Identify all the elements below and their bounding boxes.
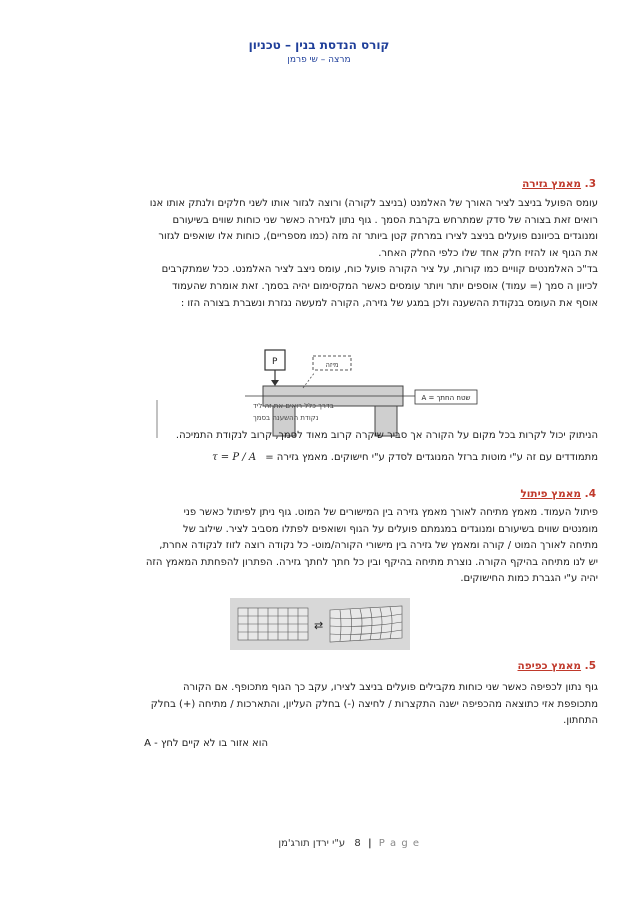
section-4-body [38,505,598,588]
figure-note-line-2: נקודת ההשענה בסמך [253,414,319,422]
section-4-line: יהיה ע"י הגברת כמות החישוקים. [460,573,598,585]
footer-separator: | [367,838,372,849]
section-3-line: בד"כ האלמנטים קוויים כמו קורות, על ציר הקורה פועל כוח, עומס ניצב לציר האלמנט. ככל שמתקרבים [161,264,598,276]
load-arrow-head [271,380,279,386]
section-3-after-figure [38,428,598,445]
page-number: 8 [354,838,361,849]
section-5-line: התחתון. [563,715,598,727]
shear-formula: τ = P / A [212,452,257,463]
section-5-line: מתכופפת אזי כתוצאה מהכפיפה ישנה התקצרות / לחיצה (-) בחלק העליון, והתארכות / מתיחה (+) בחלק [150,698,598,710]
section-5-body [38,680,598,730]
formula-row [212,452,598,463]
section-4-line: מומנטים שווים בשיעורם ומנוגדים במגמתם פועלים על הגוף ושואפים לפתלו מסביב לציר. שילוב של [183,523,598,535]
section-5-line: גוף נתון לכפיפה כאשר שני כוחות מקבילים פועלים בניצב לצירו, עקב כך הגוף מתכופף. אם הקורה [182,682,598,693]
right-block [330,606,402,642]
dashed-box-label: מיזה [325,361,339,369]
page-label: P a g e [378,838,420,849]
section-5-note: A - הוא אזור בו לא קיים לחץ [144,738,268,749]
section-3-body [38,196,598,312]
arrow-glyph: ⇄ [314,619,324,632]
section-3-heading: 3. מאמץ גזירה [522,178,596,190]
section-3-line: ומנוגדים בכיוונם פועלים בניצב לצירו במרחק קטן ביותר זה מזה (כמו מספריים), כוחות אלו שואפים לגזור [158,231,598,243]
section-4-line: פיתול העמוד. מאמץ מתיחה לאורך מאמץ גזירה בין המישורים של המוט. גוף ניתן לפיתול כאשר פני [183,507,598,518]
section-4-line: יש לנו מתיחה בהיקף הקורה. נוצרת מתיחה בהיקף ובין כל חתך לחתך גזירה. הפתרון להפחתת המאמץ הזה [145,556,598,568]
section-5-title: מאמץ כפיפה [517,660,582,672]
load-label-p: P [272,357,278,367]
formula-text: מתמודדים עם זה ע"י מוטות ברזל המנוגדים לסדק ע"י חישוקים. מאמץ גזירה = [265,452,598,463]
section-3-line: אוסף את העומס בנקודת ההשענה ולכן במגע של גזירה, הקורה למעשה נגזרת ונשברת בצורה הזו : [180,297,598,309]
after-figure-line: הניתוק יכול לקרות בכל מקום על הקורה אך סביר שיקרה קרוב מאוד לסמך, קרוב לנקודת התמיכה. [175,430,598,441]
section-3-title: מאמץ גזירה [522,178,582,190]
section-4-number: 4 [588,488,596,500]
figure-note-line-1: בדרך כלל רואים את זה ליד [253,402,334,410]
section-4-heading: 4. מאמץ פיתול [520,488,596,500]
section-3-number: 3 [588,178,596,190]
torsion-figure [230,598,410,650]
section-5-heading: 5. מאמץ כפיפה [517,660,596,672]
section-5-number: 5 [588,660,596,672]
section-3-line: רואים זאת בצורה של סדק שמתרחש בקרבת הסמך . גוף נתון לגזירה כאשר שני כוחות שווים בשיעורם [172,214,598,226]
document-subtitle: מרצה – שי פרמן [287,55,351,65]
left-block [238,608,308,640]
section-4-title: מאמץ פיתול [520,488,582,500]
document-title: קורס הנדסת בנין – טכניון [248,38,390,52]
area-label: A = שטח החתך [421,394,471,402]
section-3-line: עומס הפועל בניצב לציר האורך של האלמנט (בניצב לקורה) ורוצה לגזור אותו לשני חלקים ולנתק אותו אנו [149,198,598,209]
footer-author: ע"י ירדן תורג'מן [278,838,346,849]
section-3-line: את הגוף או להזיז חלק אחד שלו כלפי החלק האחר. [378,247,598,259]
page-footer [278,838,420,849]
section-3-line: לכיוון ה סמך (= עמוד) אוספים יותר ויותר עומסים כאשר המקסימום יהיה בסמך. זאת אומרת שהעמוד [171,280,598,292]
section-4-line: מתיחה לאורך המוט / קורה ומאמץ של גזירה בין מישורי הקורה/מוט- כל נקודה רוצה לזוז לנקודה אחרת, [159,540,598,552]
